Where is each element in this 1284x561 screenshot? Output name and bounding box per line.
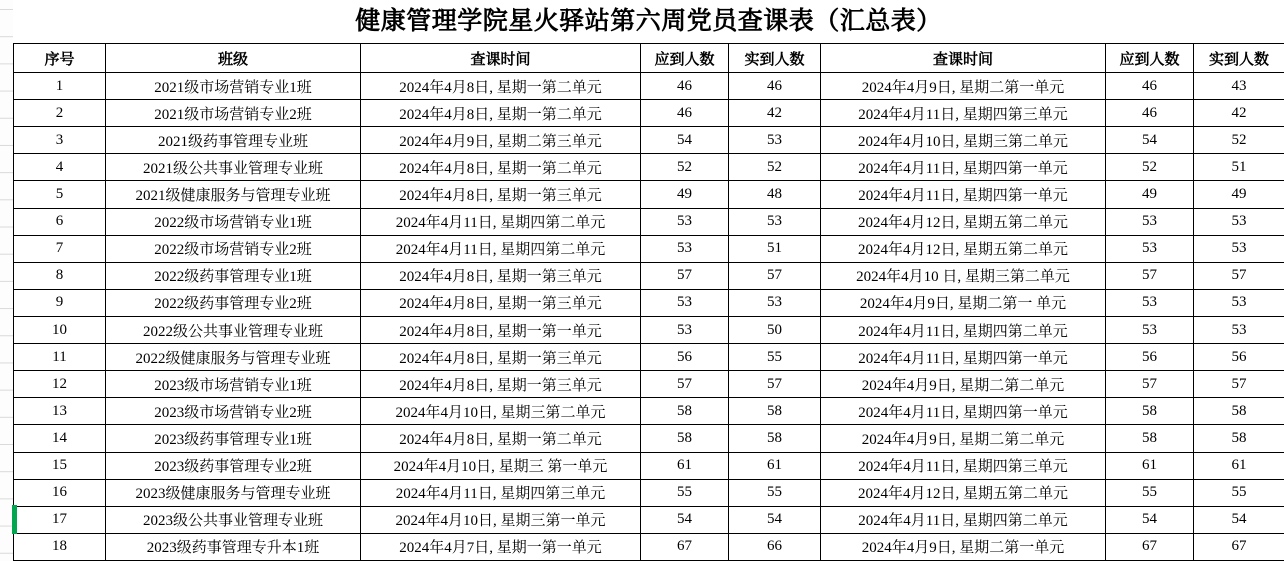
cell-check-time-2[interactable]: 2024年4月12日, 星期五第二单元 xyxy=(821,479,1106,506)
cell-check-time-1[interactable]: 2024年4月8日, 星期一第二单元 xyxy=(361,100,641,127)
cell-actual-1[interactable]: 46 xyxy=(729,73,821,100)
sheet-margin-strip xyxy=(0,0,13,561)
cell-expected-2[interactable]: 46 xyxy=(1106,100,1194,127)
cell-check-time-2[interactable]: 2024年4月11日, 星期四第三单元 xyxy=(821,100,1106,127)
cell-no[interactable]: 12 xyxy=(14,371,106,398)
cell-expected-2[interactable]: 57 xyxy=(1106,262,1194,289)
cell-class[interactable]: 2022级市场营销专业2班 xyxy=(106,235,361,262)
cell-class[interactable]: 2023级药事管理专业1班 xyxy=(106,425,361,452)
cell-check-time-1[interactable]: 2024年4月8日, 星期一第三单元 xyxy=(361,371,641,398)
cell-expected-2[interactable]: 53 xyxy=(1106,316,1194,343)
cell-expected-2[interactable]: 61 xyxy=(1106,452,1194,479)
cell-check-time-1[interactable]: 2024年4月11日, 星期四第二单元 xyxy=(361,235,641,262)
cell-expected-2[interactable]: 53 xyxy=(1106,235,1194,262)
cell-no[interactable]: 11 xyxy=(14,344,106,371)
cell-check-time-1[interactable]: 2024年4月10日, 星期三 第一单元 xyxy=(361,452,641,479)
cell-actual-2[interactable]: 67 xyxy=(1194,533,1284,560)
cell-actual-2[interactable]: 56 xyxy=(1194,344,1284,371)
cell-check-time-1[interactable]: 2024年4月8日, 星期一第三单元 xyxy=(361,289,641,316)
cell-check-time-2[interactable]: 2024年4月9日, 星期二第一 单元 xyxy=(821,289,1106,316)
cell-check-time-1[interactable]: 2024年4月8日, 星期一第二单元 xyxy=(361,73,641,100)
cell-actual-2[interactable]: 43 xyxy=(1194,73,1284,100)
cell-check-time-2[interactable]: 2024年4月11日, 星期四第一单元 xyxy=(821,181,1106,208)
cell-expected-1[interactable]: 67 xyxy=(641,533,729,560)
cell-no[interactable]: 3 xyxy=(14,127,106,154)
cell-expected-1[interactable]: 58 xyxy=(641,425,729,452)
cell-actual-1[interactable]: 42 xyxy=(729,100,821,127)
cell-class[interactable]: 2023级药事管理专升本1班 xyxy=(106,533,361,560)
header-actual-1[interactable]: 实到人数 xyxy=(729,44,821,73)
table-row xyxy=(14,371,1284,398)
cell-check-time-1[interactable]: 2024年4月8日, 星期一第三单元 xyxy=(361,181,641,208)
cell-expected-2[interactable]: 58 xyxy=(1106,398,1194,425)
cell-no[interactable]: 6 xyxy=(14,208,106,235)
table-row xyxy=(14,235,1284,262)
cell-check-time-2[interactable]: 2024年4月11日, 星期四第一单元 xyxy=(821,398,1106,425)
cell-actual-2[interactable]: 57 xyxy=(1194,262,1284,289)
cell-check-time-2[interactable]: 2024年4月9日, 星期二第二单元 xyxy=(821,371,1106,398)
cell-check-time-1[interactable]: 2024年4月11日, 星期四第三单元 xyxy=(361,479,641,506)
cell-actual-2[interactable]: 57 xyxy=(1194,371,1284,398)
table-row xyxy=(14,452,1284,479)
header-expected-2[interactable]: 应到人数 xyxy=(1106,44,1194,73)
table-row xyxy=(14,344,1284,371)
table-row xyxy=(14,479,1284,506)
cell-actual-1[interactable]: 54 xyxy=(729,506,821,533)
cell-check-time-2[interactable]: 2024年4月11日, 星期四第二单元 xyxy=(821,506,1106,533)
table-row xyxy=(14,316,1284,343)
cell-class[interactable]: 2021级药事管理专业班 xyxy=(106,127,361,154)
cell-actual-1[interactable]: 53 xyxy=(729,127,821,154)
cell-no[interactable]: 5 xyxy=(14,181,106,208)
header-no[interactable]: 序号 xyxy=(14,44,106,73)
cell-no[interactable]: 18 xyxy=(14,533,106,560)
cell-actual-1[interactable]: 53 xyxy=(729,208,821,235)
cell-expected-1[interactable]: 57 xyxy=(641,262,729,289)
cell-check-time-1[interactable]: 2024年4月9日, 星期二第三单元 xyxy=(361,127,641,154)
cell-check-time-2[interactable]: 2024年4月9日, 星期二第二单元 xyxy=(821,425,1106,452)
cell-class[interactable]: 2023级公共事业管理专业班 xyxy=(106,506,361,533)
cell-no[interactable]: 2 xyxy=(14,100,106,127)
cell-actual-1[interactable]: 66 xyxy=(729,533,821,560)
cell-actual-2[interactable]: 51 xyxy=(1194,154,1284,181)
cell-actual-1[interactable]: 53 xyxy=(729,289,821,316)
cell-actual-1[interactable]: 58 xyxy=(729,398,821,425)
cell-actual-1[interactable]: 51 xyxy=(729,235,821,262)
table-row xyxy=(14,181,1284,208)
cell-class[interactable]: 2023级市场营销专业1班 xyxy=(106,371,361,398)
table-row xyxy=(14,73,1284,100)
cell-actual-1[interactable]: 57 xyxy=(729,262,821,289)
cell-no[interactable]: 13 xyxy=(14,398,106,425)
table-header xyxy=(14,44,1284,73)
page-title: 健康管理学院星火驿站第六周党员查课表（汇总表） xyxy=(355,8,942,35)
cell-actual-2[interactable]: 52 xyxy=(1194,127,1284,154)
cell-expected-1[interactable]: 53 xyxy=(641,208,729,235)
cell-class[interactable]: 2022级药事管理专业1班 xyxy=(106,262,361,289)
cell-expected-2[interactable]: 54 xyxy=(1106,506,1194,533)
cell-actual-1[interactable]: 50 xyxy=(729,316,821,343)
cell-expected-1[interactable]: 49 xyxy=(641,181,729,208)
cell-no[interactable]: 1 xyxy=(14,73,106,100)
header-actual-2[interactable]: 实到人数 xyxy=(1194,44,1284,73)
cell-actual-2[interactable]: 53 xyxy=(1194,208,1284,235)
cell-check-time-1[interactable]: 2024年4月8日, 星期一第三单元 xyxy=(361,262,641,289)
table-row xyxy=(14,425,1284,452)
cell-expected-1[interactable]: 54 xyxy=(641,127,729,154)
cell-check-time-2[interactable]: 2024年4月11日, 星期四第一单元 xyxy=(821,154,1106,181)
cell-expected-1[interactable]: 58 xyxy=(641,398,729,425)
cell-check-time-2[interactable]: 2024年4月11日, 星期四第三单元 xyxy=(821,452,1106,479)
header-check-time-1[interactable]: 查课时间 xyxy=(361,44,641,73)
cell-expected-2[interactable]: 53 xyxy=(1106,208,1194,235)
cell-no[interactable]: 9 xyxy=(14,289,106,316)
cell-actual-1[interactable]: 57 xyxy=(729,371,821,398)
cell-no[interactable]: 15 xyxy=(14,452,106,479)
cell-check-time-1[interactable]: 2024年4月8日, 星期一第二单元 xyxy=(361,425,641,452)
cell-no[interactable]: 10 xyxy=(14,316,106,343)
cell-actual-2[interactable]: 53 xyxy=(1194,289,1284,316)
cell-expected-1[interactable]: 46 xyxy=(641,100,729,127)
cell-class[interactable]: 2023级市场营销专业2班 xyxy=(106,398,361,425)
cell-expected-2[interactable]: 49 xyxy=(1106,181,1194,208)
cell-actual-2[interactable]: 53 xyxy=(1194,316,1284,343)
cell-actual-1[interactable]: 58 xyxy=(729,425,821,452)
cell-check-time-1[interactable]: 2024年4月7日, 星期一第一单元 xyxy=(361,533,641,560)
cell-actual-2[interactable]: 42 xyxy=(1194,100,1284,127)
cell-check-time-1[interactable]: 2024年4月8日, 星期一第一单元 xyxy=(361,316,641,343)
cell-class[interactable]: 2021级市场营销专业2班 xyxy=(106,100,361,127)
cell-actual-1[interactable]: 61 xyxy=(729,452,821,479)
cell-expected-2[interactable]: 67 xyxy=(1106,533,1194,560)
cell-actual-2[interactable]: 58 xyxy=(1194,425,1284,452)
cell-check-time-1[interactable]: 2024年4月10日, 星期三第一单元 xyxy=(361,506,641,533)
cell-check-time-1[interactable]: 2024年4月11日, 星期四第二单元 xyxy=(361,208,641,235)
cell-class[interactable]: 2022级公共事业管理专业班 xyxy=(106,316,361,343)
cell-check-time-2[interactable]: 2024年4月12日, 星期五第二单元 xyxy=(821,208,1106,235)
cell-expected-1[interactable]: 56 xyxy=(641,344,729,371)
cell-check-time-2[interactable]: 2024年4月9日, 星期二第一单元 xyxy=(821,533,1106,560)
header-class[interactable]: 班级 xyxy=(106,44,361,73)
cell-check-time-2[interactable]: 2024年4月11日, 星期四第一单元 xyxy=(821,344,1106,371)
cell-actual-2[interactable]: 55 xyxy=(1194,479,1284,506)
cell-actual-2[interactable]: 49 xyxy=(1194,181,1284,208)
table-row xyxy=(14,262,1284,289)
table-row xyxy=(14,208,1284,235)
cell-actual-2[interactable]: 61 xyxy=(1194,452,1284,479)
cell-expected-2[interactable]: 55 xyxy=(1106,479,1194,506)
header-expected-1[interactable]: 应到人数 xyxy=(641,44,729,73)
cell-actual-2[interactable]: 54 xyxy=(1194,506,1284,533)
cell-expected-1[interactable]: 52 xyxy=(641,154,729,181)
cell-expected-1[interactable]: 57 xyxy=(641,371,729,398)
cell-check-time-1[interactable]: 2024年4月8日, 星期一第三单元 xyxy=(361,344,641,371)
table-row xyxy=(14,533,1284,560)
cell-actual-2[interactable]: 58 xyxy=(1194,398,1284,425)
cell-check-time-1[interactable]: 2024年4月8日, 星期一第二单元 xyxy=(361,154,641,181)
cell-check-time-2[interactable]: 2024年4月9日, 星期二第一单元 xyxy=(821,73,1106,100)
table-row xyxy=(14,506,1284,533)
table-row xyxy=(14,154,1284,181)
cell-actual-1[interactable]: 55 xyxy=(729,344,821,371)
cell-no[interactable]: 8 xyxy=(14,262,106,289)
cell-check-time-2[interactable]: 2024年4月10 日, 星期三第二单元 xyxy=(821,262,1106,289)
cell-no[interactable]: 16 xyxy=(14,479,106,506)
cell-expected-2[interactable]: 53 xyxy=(1106,289,1194,316)
cell-expected-2[interactable]: 52 xyxy=(1106,154,1194,181)
cell-expected-2[interactable]: 46 xyxy=(1106,73,1194,100)
cell-class[interactable]: 2023级健康服务与管理专业班 xyxy=(106,479,361,506)
cell-check-time-2[interactable]: 2024年4月10日, 星期三第二单元 xyxy=(821,127,1106,154)
cell-expected-1[interactable]: 53 xyxy=(641,289,729,316)
spreadsheet-table xyxy=(13,43,1284,561)
cell-no[interactable]: 17 xyxy=(14,506,106,533)
cell-class[interactable]: 2022级药事管理专业2班 xyxy=(106,289,361,316)
cell-check-time-2[interactable]: 2024年4月11日, 星期四第二单元 xyxy=(821,316,1106,343)
cell-no[interactable]: 4 xyxy=(14,154,106,181)
cell-expected-2[interactable]: 58 xyxy=(1106,425,1194,452)
selection-indicator xyxy=(12,505,17,534)
cell-expected-2[interactable]: 54 xyxy=(1106,127,1194,154)
cell-class[interactable]: 2021级市场营销专业1班 xyxy=(106,73,361,100)
cell-expected-1[interactable]: 46 xyxy=(641,73,729,100)
cell-expected-1[interactable]: 61 xyxy=(641,452,729,479)
cell-expected-1[interactable]: 53 xyxy=(641,235,729,262)
cell-actual-2[interactable]: 53 xyxy=(1194,235,1284,262)
table-row xyxy=(14,289,1284,316)
cell-class[interactable]: 2021级公共事业管理专业班 xyxy=(106,154,361,181)
cell-expected-1[interactable]: 55 xyxy=(641,479,729,506)
cell-no[interactable]: 7 xyxy=(14,235,106,262)
cell-expected-2[interactable]: 56 xyxy=(1106,344,1194,371)
cell-class[interactable]: 2022级健康服务与管理专业班 xyxy=(106,344,361,371)
header-row xyxy=(14,44,1284,73)
table-body xyxy=(14,73,1284,561)
cell-class[interactable]: 2022级市场营销专业1班 xyxy=(106,208,361,235)
cell-check-time-2[interactable]: 2024年4月12日, 星期五第二单元 xyxy=(821,235,1106,262)
cell-actual-1[interactable]: 52 xyxy=(729,154,821,181)
cell-no[interactable]: 14 xyxy=(14,425,106,452)
table-row xyxy=(14,398,1284,425)
cell-class[interactable]: 2021级健康服务与管理专业班 xyxy=(106,181,361,208)
cell-actual-1[interactable]: 48 xyxy=(729,181,821,208)
cell-class[interactable]: 2023级药事管理专业2班 xyxy=(106,452,361,479)
table-row xyxy=(14,100,1284,127)
cell-expected-1[interactable]: 54 xyxy=(641,506,729,533)
table-row xyxy=(14,127,1284,154)
cell-check-time-1[interactable]: 2024年4月10日, 星期三第二单元 xyxy=(361,398,641,425)
cell-expected-1[interactable]: 53 xyxy=(641,316,729,343)
cell-actual-1[interactable]: 55 xyxy=(729,479,821,506)
cell-expected-2[interactable]: 57 xyxy=(1106,371,1194,398)
header-check-time-2[interactable]: 查课时间 xyxy=(821,44,1106,73)
